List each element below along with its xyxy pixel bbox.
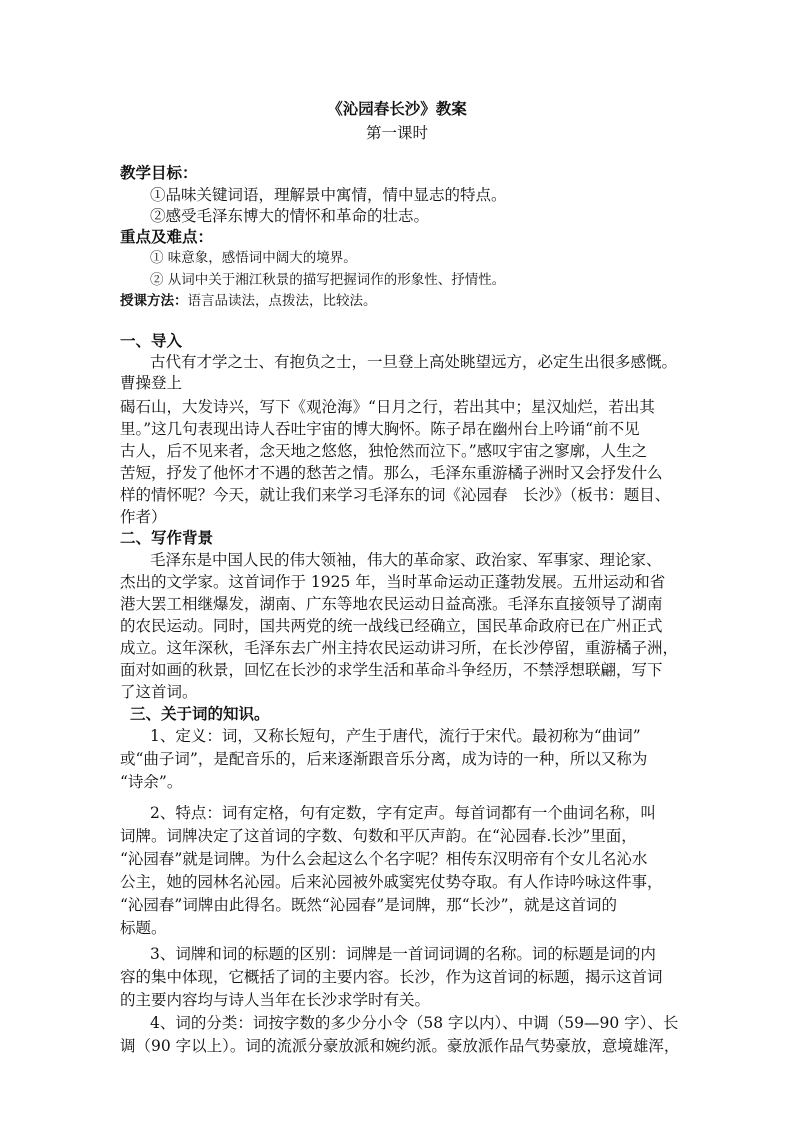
paragraph-line: 碣石山，大发诗兴，写下《观沧海》“日月之行，若出其中；星汉灿烂，若出其 — [120, 398, 655, 416]
paragraph-line: 的农民运动。同时，国共两党的统一战线已经确立，国民革命政府已在广州正式 — [120, 617, 663, 635]
paragraph-line: 毛泽东是中国人民的伟大领袖，伟大的革命家、政治家、军事家、理论家、 — [150, 551, 662, 569]
paragraph-line: 容的集中体现，它概括了词的主要内容。长沙，作为这首词的标题，揭示这首词 — [120, 968, 663, 986]
section-heading: 二、写作背景 — [120, 528, 214, 547]
document-subtitle: 第一课时 — [365, 124, 428, 142]
goal-item: ②感受毛泽东博大的情怀和革命的壮志。 — [150, 207, 430, 225]
goal-item: ①品味关键词语，理解景中寓情，情中显志的特点。 — [150, 186, 507, 204]
section-heading: 三、关于词的知识。 — [130, 704, 270, 723]
difficulties-heading: 重点及难点： — [120, 227, 214, 246]
paragraph-line: 调（90 字以上）。词的流派分豪放派和婉约派。豪放派作品气势豪放，意境雄浑， — [120, 1037, 680, 1055]
paragraph-line: 作者） — [120, 508, 167, 526]
paragraph-line: 了这首词。 — [120, 683, 198, 701]
goals-heading: 教学目标： — [120, 163, 198, 182]
document-title: 《沁园春长沙》教案 — [327, 99, 467, 118]
paragraph-line: 标题。 — [120, 919, 167, 937]
paragraph-line: 3、词牌和词的标题的区别：词牌是一首词词调的名称。词的标题是词的内 — [150, 945, 656, 963]
paragraph-line: 4、词的分类：词按字数的多少分小令（58 字以内）、中调（59—90 字）、长 — [150, 1014, 679, 1032]
method-label: 授课方法： — [120, 293, 188, 309]
paragraph-line: 公主，她的园林名沁园。后来沁园被外戚窦宪仗势夺取。有人作诗吟咏这件事， — [120, 873, 663, 891]
paragraph-line: 样的情怀呢？今天，就让我们来学习毛泽东的词《沁园春 长沙》（板书：题目、 — [120, 486, 671, 504]
paragraph-line: 杰出的文学家。这首词作于 1925 年，当时革命运动正蓬勃发展。五卅运动和省 — [120, 573, 666, 591]
paragraph-line: 古代有才学之士、有抱负之士，一旦登上高处眺望远方，必定生出很多感慨。 — [150, 353, 678, 371]
paragraph-line: 面对如画的秋景，回忆在长沙的求学生活和革命斗争经历，不禁浮想联翩，写下 — [120, 661, 663, 679]
paragraph-line: 港大罢工相继爆发，湖南、广东等地农民运动日益高涨。毛泽东直接领导了湖南 — [120, 595, 663, 613]
paragraph-line: 里。”这几句表现出诗人吞吐宇宙的博大胸怀。陈子昂在幽州台上吟诵“前不见 — [120, 420, 640, 438]
paragraph-line: 曹操登上 — [120, 374, 183, 392]
paragraph-line: 1、定义：词，又称长短句，产生于唐代，流行于宋代。最初称为“曲词” — [150, 727, 641, 745]
paragraph-line: 成立。这年深秋，毛泽东去广州主持农民运动讲习所，在长沙停留，重游橘子洲， — [120, 639, 679, 657]
paragraph-line: “沁园春”就是词牌。为什么会起这么个名字呢？相传东汉明帝有个女儿名沁水 — [120, 850, 648, 868]
section-heading: 一、导入 — [120, 331, 183, 350]
paragraph-line: 古人，后不见来者，念天地之悠悠，独怆然而泣下。”感叹宇宙之寥廓，人生之 — [120, 442, 648, 460]
difficulty-item: ① 味意象，感悟词中阔大的境界。 — [150, 250, 357, 266]
method-text: 语言品读法，点拨法，比较法。 — [187, 293, 377, 309]
paragraph-line: 词牌。词牌决定了这首词的字数、句数和平仄声韵。在“沁园春.长沙”里面， — [120, 827, 637, 845]
paragraph-line: “沁园春”词牌由此得名。既然“沁园春”是词牌，那“长沙”，就是这首词的 — [120, 896, 618, 914]
method-line — [120, 291, 680, 311]
paragraph-line: 或“曲子词”，是配音乐的，后来逐渐跟音乐分离，成为诗的一种，所以又称为 — [120, 750, 648, 768]
paragraph-line: 的主要内容均与诗人当年在长沙求学时有关。 — [120, 991, 431, 1009]
paragraph-line: “诗余”。 — [120, 773, 183, 791]
paragraph-line: 苦短，抒发了他怀才不遇的愁苦之情。那么，毛泽东重游橘子洲时又会抒发什么 — [120, 464, 663, 482]
paragraph-line: 2、特点：词有定格，句有定数，字有定声。每首词都有一个曲词名称，叫 — [150, 804, 656, 822]
difficulty-item: ② 从词中关于湘江秋景的描写把握词作的形象性、抒情性。 — [150, 272, 506, 288]
